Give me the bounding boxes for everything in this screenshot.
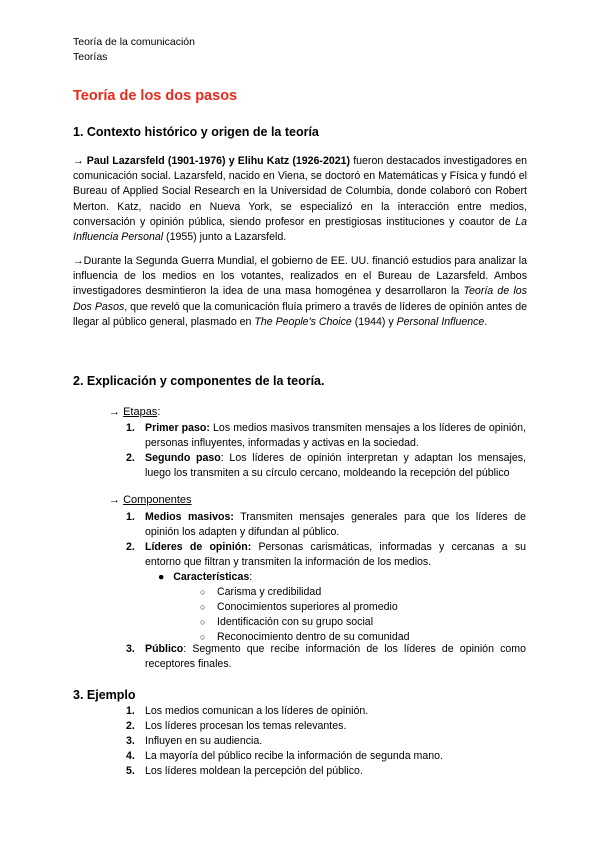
componentes-list-bottom — [126, 642, 526, 672]
list-text: Los líderes moldean la percepción del público. — [145, 765, 363, 777]
list-number: 3. — [126, 735, 135, 747]
arrow-icon: → — [109, 494, 124, 506]
document-header — [73, 35, 195, 65]
list-item: ○ Carisma y credibilidad — [200, 585, 410, 600]
list-text: Los medios comunican a los líderes de opinión. — [145, 705, 369, 717]
componentes-list-top — [126, 510, 526, 570]
caracteristicas-label: Características — [173, 571, 250, 583]
paragraph-text: , que reveló que la comunicación fluía primero a través de líderes de opinión antes de llegar al público general, plasmado en — [73, 300, 527, 328]
list-item: ○ Reconocimiento dentro de su comunidad — [200, 630, 410, 645]
arrow-icon: → — [109, 406, 124, 418]
list-item — [126, 764, 526, 779]
colon: : — [157, 406, 161, 418]
caracteristicas-bullet — [158, 570, 252, 585]
list-item — [126, 642, 526, 672]
list-term: Público — [145, 643, 184, 655]
paragraph-text: →Durante la Segunda Guerra Mundial, el gobierno de EE. UU. financió estudios para analizar la influencia de los medios en los votantes, realizados en el Bureau de Lazarsfeld. Ambos investigadores desmintieron la idea de una masa homogénea y desarrollaron la — [73, 255, 527, 298]
list-item: ○ Conocimientos superiores al promedio — [200, 600, 410, 615]
list-number: 2. — [126, 541, 135, 553]
list-number: 1. — [126, 422, 135, 434]
list-term: Medios masivos: — [145, 511, 234, 523]
etapas-subheading — [109, 405, 160, 420]
list-item — [126, 704, 526, 719]
list-item: ○ Identificación con su grupo social — [200, 615, 410, 630]
section1-heading: 1. Contexto histórico y origen de la teoría — [73, 125, 319, 139]
list-number: 2. — [126, 452, 135, 464]
list-number: 4. — [126, 750, 135, 762]
list-number: 1. — [126, 511, 135, 523]
list-number: 3. — [126, 643, 135, 655]
list-text: : Segmento que recibe información de los líderes de opinión como receptores finales. — [145, 643, 526, 670]
section3-heading: 3. Ejemplo — [73, 688, 136, 702]
list-text: Transmiten mensajes generales para que los líderes de opinión los adapten y difundan al público. — [145, 511, 526, 538]
bullet-icon: ● — [158, 571, 165, 583]
list-item — [126, 451, 526, 481]
paragraph-text: fueron destacados investigadores en comunicación social. Lazarsfeld, nacido en Viena, se doctoró en Matemáticas y Física y fundó el Bureau of Applied Social Research en la Universidad de Columbia, donde colaboró con Robert Merton. Katz, nacido en Nueva York, se especializó en la interacción entre medios, conversación y opinión pública, siendo profesor en prestigiosas instituciones y coautor de — [73, 155, 527, 228]
book-title: Personal Influence — [396, 315, 485, 328]
list-term: Líderes de opinión: — [145, 541, 252, 553]
etapas-list — [126, 421, 526, 481]
caracteristicas-list — [200, 585, 410, 645]
list-item — [126, 510, 526, 540]
list-item — [126, 540, 526, 570]
paragraph-text: (1955) junto a Lazarsfeld. — [163, 231, 287, 244]
header-section: Teorías — [73, 51, 108, 63]
list-text: : Los líderes de opinión interpretan y adaptan los mensajes, luego los transmiten a su círculo cercano, moldeando la recepción del público — [145, 452, 527, 479]
paragraph-text: (1944) y — [351, 315, 397, 328]
list-number: 5. — [126, 765, 135, 777]
componentes-subheading — [109, 493, 192, 508]
list-text: Personas carismáticas, informadas y cercanas a su entorno que filtran y transmiten la información de los medios. — [145, 541, 527, 568]
list-term: Primer paso: — [145, 422, 210, 434]
list-text: Los medios masivos transmiten mensajes a los líderes de opinión, personas influyentes, informadas y activas en la sociedad. — [145, 422, 527, 449]
list-number: 1. — [126, 705, 135, 717]
etapas-label: Etapas — [123, 406, 158, 418]
list-text: Influyen en su audiencia. — [145, 735, 263, 747]
section1-paragraph-2 — [73, 254, 527, 330]
section1-paragraph-1 — [73, 154, 527, 245]
theory-name: Teoría de los Dos Pasos — [73, 285, 527, 313]
arrow-icon: → — [73, 155, 84, 167]
header-course: Teoría de la comunicación — [73, 36, 195, 48]
colon: : — [249, 571, 253, 583]
list-text: Los líderes procesan los temas relevantes. — [145, 720, 347, 732]
book-title: La Influencia Personal — [73, 215, 527, 244]
section2-heading: 2. Explicación y componentes de la teoría. — [73, 374, 325, 388]
componentes-label: Componentes — [123, 494, 192, 506]
list-item — [126, 421, 526, 451]
list-number: 2. — [126, 720, 135, 732]
list-term: Segundo paso — [145, 452, 221, 464]
list-item — [126, 749, 526, 764]
ejemplo-list — [126, 704, 526, 779]
list-item — [126, 719, 526, 734]
authors: Paul Lazarsfeld (1901-1976) y Elihu Katz (1926-2021) — [86, 155, 351, 167]
list-text: La mayoría del público recibe la información de segunda mano. — [145, 750, 443, 762]
paragraph-text: . — [484, 315, 488, 328]
document-title: Teoría de los dos pasos — [73, 88, 238, 104]
list-item — [126, 734, 526, 749]
book-title: The People's Choice — [254, 315, 352, 328]
